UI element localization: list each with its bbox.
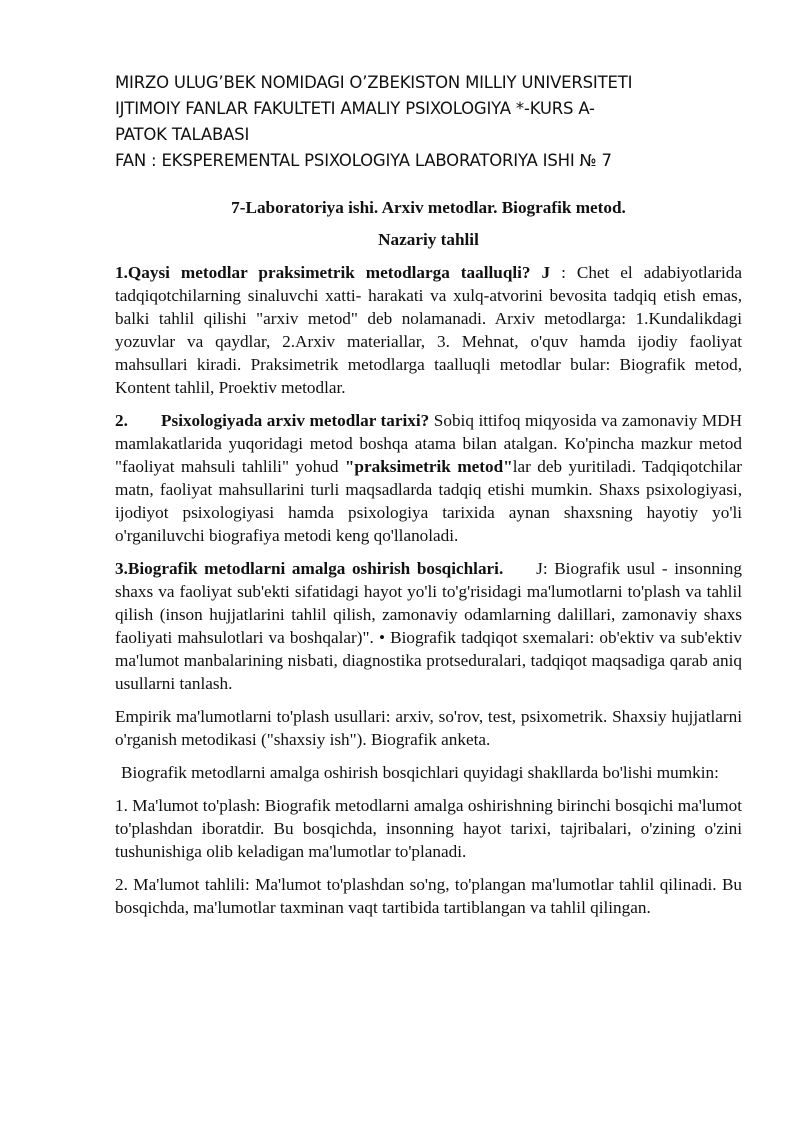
question-3-heading: 3.Biografik metodlarni amalga oshirish bosqichlari.	[115, 559, 504, 578]
question-2-bold-term: "praksimetrik metod"	[344, 457, 513, 476]
question-2-answer-part2: lar deb yuritiladi. Tadqiqotchilar matn, faoliyat mahsullarini turli maqsadlarda tadqiq etishi mumkin. Shaxs psixologiyasi, ijodiyot psixologiyasi hamda psixologiya tarixida aynan shaxsning hayotiy yo'li o'rganiluvchi biografiya metodi keng qo'llanoladi.	[115, 457, 742, 545]
header-university: MIRZO ULUG’BEK NOMIDAGI O’ZBEKISTON MILLIY UNIVERSITETI	[115, 73, 633, 92]
stages-intro-paragraph: Biografik metodlarni amalga oshirish bosqichlari quyidagi shakllarda bo'lishi mumkin:	[121, 763, 719, 782]
header-faculty: IJTIMOIY FANLAR FAKULTETI AMALIY PSIXOLOGIYA *-KURS A-	[115, 99, 595, 118]
header-subject: FAN : EKSPEREMENTAL PSIXOLOGIYA LABORATORIYA ISHI № 7	[115, 151, 612, 170]
document-page	[115, 70, 747, 929]
stage-2-paragraph: 2. Ma'lumot tahlili: Ma'lumot to'plashdan so'ng, to'plangan ma'lumotlar tahlil qilinadi. Bu bosqichda, ma'lumotlar taxminan vaqt tartibida tartiblangan va tahlil qilingan.	[115, 875, 742, 917]
document-header	[115, 70, 742, 174]
header-student: PATOK TALABASI	[115, 125, 250, 144]
question-1-answer: : Chet el adabiyotlarida tadqiqotchilarning sinaluvchi xatti- harakati va xulq-atvorini bevosita tadqiq etish emas, balki tahlil qilishi "arxiv metod" deb nolamanadi. Arxiv metodlarga: 1.Kundalikdagi yozuvlar va qaydlar, 2.Arxiv materiallar, 3. Mehnat, o'quv hamda ijodiy faoliyat mahsullari kiradi. Praksimetrik metodlarga taalluqli metodlar bular: Biografik metod, Kontent tahlil, Proektiv metodlar.	[115, 263, 742, 397]
question-3-answer: J: Biografik usul - insonning shaxs va faoliyat sub'ekti sifatidagi hayot yo'li to'g'risidagi ma'lumotlarni to'plash va tahlil qilish (inson hujjatlarini tahlil qilish, zamonaviy odamlarning dalillari, zamonaviy shaxs faoliyati mahsulotlari va boshqalar)". • Biografik tadqiqot sxemalari: ob'ektiv va sub'ektiv ma'lumot manbalarining nisbati, diagnostika protseduralari, tadqiqot maqsadiga qarab aniq usullarni tanlash.	[115, 559, 747, 693]
question-2-number: 2.	[115, 411, 128, 430]
question-1-heading: 1.Qaysi metodlar praksimetrik metodlarga taalluqli? J	[115, 263, 551, 282]
question-2-heading: Psixologiyada arxiv metodlar tarixi?	[161, 411, 430, 430]
question-2-answer-part1: Sobiq ittifoq miqyosida va zamonaviy MDH mamlakatlarida yuqoridagi metod boshqa atama bilan atalgan. Ko'pincha mazkur metod "faoliyat mahsuli tahlili" yohud	[115, 411, 742, 476]
question-3-paragraph	[115, 557, 747, 695]
lab-title: 7-Laboratoriya ishi. Arxiv metodlar. Biografik metod.	[231, 198, 626, 217]
stage-1-paragraph: 1. Ma'lumot to'plash: Biografik metodlarni amalga oshirishning birinchi bosqichi ma'lumot to'plashdan iboratdir. Bu bosqichda, insonning hayot tarixi, tajribalari, o'zining o'zini tushunishiga olib keladigan ma'lumotlar to'planadi.	[115, 796, 742, 861]
section-subtitle: Nazariy tahlil	[378, 230, 479, 249]
question-1-paragraph	[115, 261, 742, 399]
question-2-paragraph	[115, 409, 742, 547]
empirik-paragraph: Empirik ma'lumotlarni to'plash usullari: arxiv, so'rov, test, psixometrik. Shaxsiy hujjatlarni o'rganish metodikasi ("shaxsiy ish"). Biografik anketa.	[115, 707, 742, 749]
